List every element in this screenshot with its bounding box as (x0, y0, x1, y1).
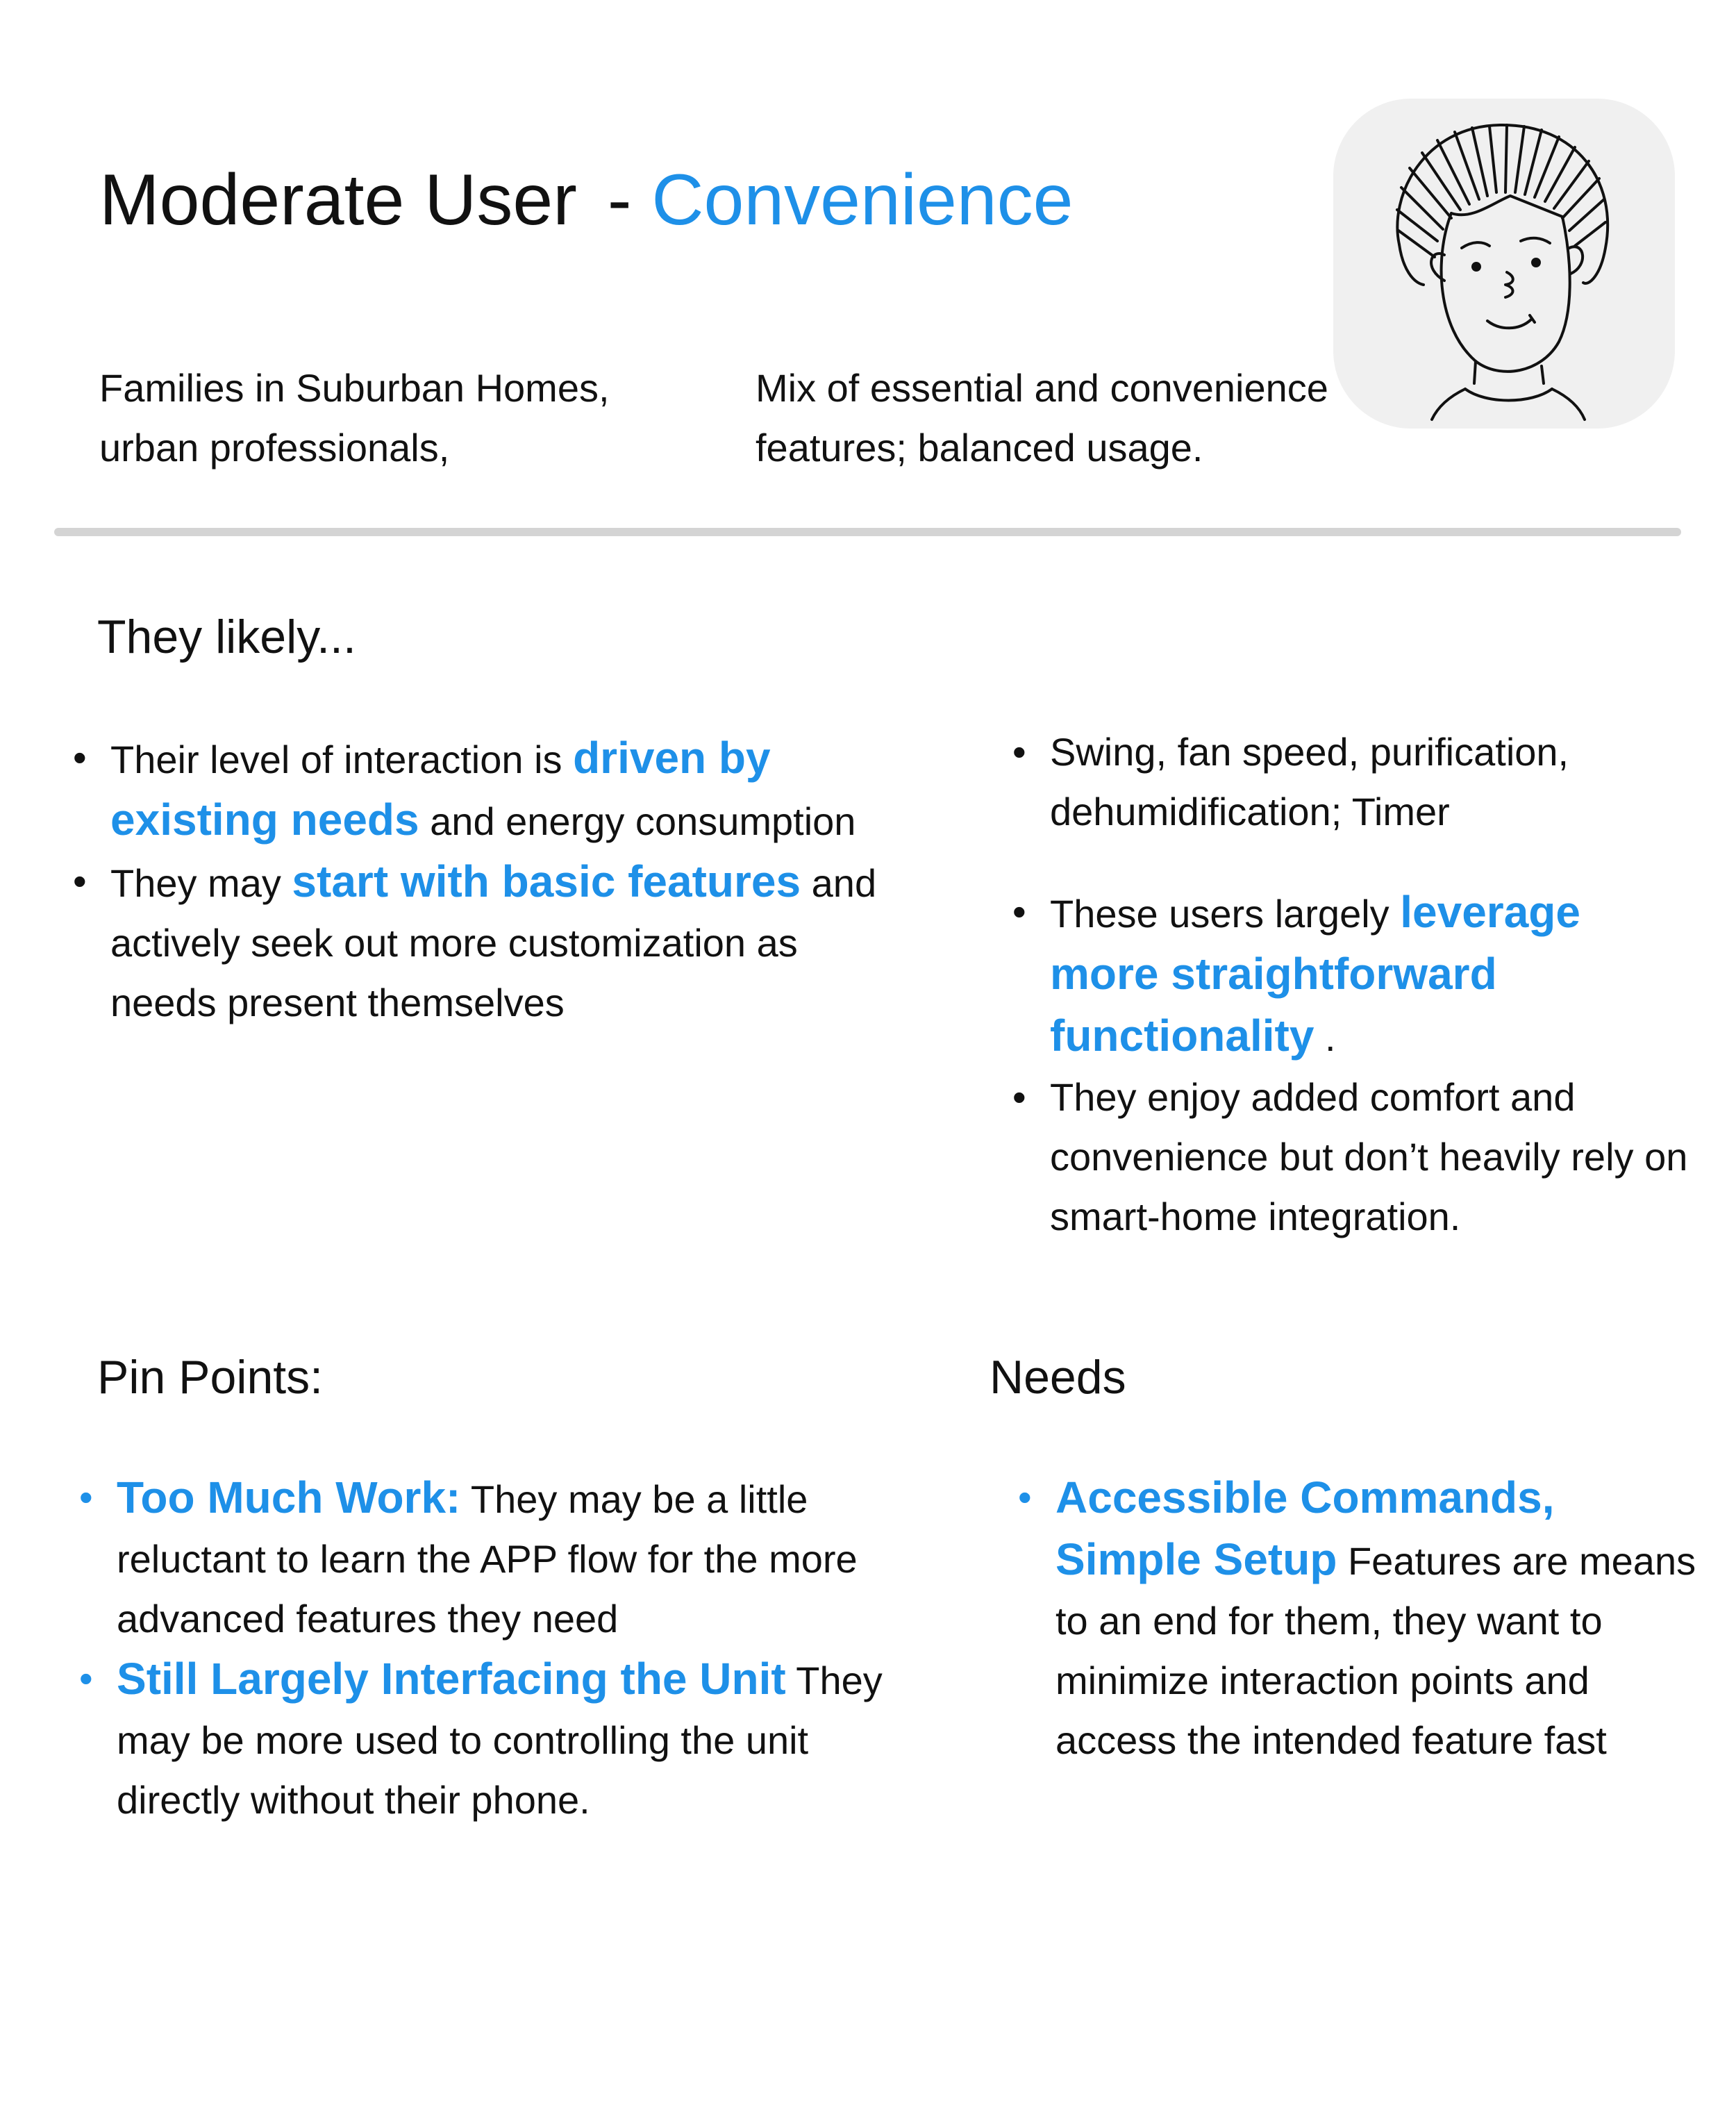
list-item (79, 1468, 915, 1649)
item-text: Features are means to an end for them, they want to minimize interaction points and access the intended feature fast (1055, 1539, 1696, 1762)
item-text: Their level of interaction is (110, 738, 574, 781)
item-text: These users largely (1050, 892, 1401, 936)
title-separator: - (607, 160, 632, 240)
bullet: • (1012, 890, 1026, 933)
item-text: They may be more used to controlling the unit directly without their phone. (117, 1659, 883, 1822)
demographic-line: urban professionals, (99, 426, 450, 470)
list-item (73, 852, 888, 1033)
section-divider (54, 528, 1681, 536)
avatar (1333, 99, 1675, 429)
pain-points-list (79, 1468, 915, 1830)
bullet: • (79, 1656, 93, 1700)
item-text: Swing, fan speed, purification, dehumidification; Timer (1050, 730, 1569, 833)
item-highlight: Still Largely Interfacing the Unit (117, 1654, 786, 1704)
bullet: • (1012, 1075, 1026, 1119)
likely-right-list (1012, 722, 1689, 1247)
bullet: • (1012, 730, 1026, 774)
item-highlight: start with basic features (292, 856, 801, 906)
bullet: • (73, 859, 87, 903)
bullet: • (79, 1475, 93, 1519)
usage-line: Mix of essential and convenience (756, 366, 1328, 410)
needs-list (1018, 1468, 1701, 1770)
item-highlight: leverage more straightforward functionality (1050, 887, 1580, 1061)
item-text: and energy consumption (419, 799, 856, 843)
item-highlight: Too Much Work: (117, 1472, 461, 1522)
section-heading-needs: Needs (990, 1351, 1126, 1404)
demographic-text (99, 358, 724, 478)
list-item (1012, 882, 1689, 1068)
section-heading-likely: They likely... (97, 611, 356, 663)
usage-text (756, 358, 1360, 483)
bullet: • (73, 736, 87, 779)
list-item (1018, 1468, 1701, 1770)
title-main: Moderate User (99, 160, 577, 240)
item-text: and actively seek out more customization as needs present themselves (110, 861, 877, 1024)
list-item (1012, 1068, 1689, 1247)
item-highlight: driven by existing needs (110, 733, 771, 845)
item-highlight: Accessible Commands, Simple Setup (1055, 1472, 1555, 1584)
demographic-line: Families in Suburban Homes, (99, 366, 610, 410)
item-text: They may (110, 861, 292, 905)
list-item (1012, 722, 1689, 842)
title-accent: Convenience (651, 160, 1074, 240)
usage-line: features; balanced usage. (756, 426, 1203, 470)
item-text: They enjoy added comfort and convenience but don’t heavily rely on smart-home integration. (1050, 1075, 1688, 1238)
cartoon-person-icon (1333, 99, 1675, 429)
item-text: They may be a little reluctant to learn the APP flow for the more advanced features they need (117, 1477, 858, 1641)
section-heading-pain-points: Pin Points: (97, 1351, 324, 1404)
bullet: • (1018, 1475, 1032, 1519)
item-text: . (1314, 1015, 1336, 1059)
page-title (99, 151, 1073, 249)
likely-left-list (73, 728, 888, 1033)
list-item (79, 1649, 915, 1830)
list-item (73, 728, 888, 852)
